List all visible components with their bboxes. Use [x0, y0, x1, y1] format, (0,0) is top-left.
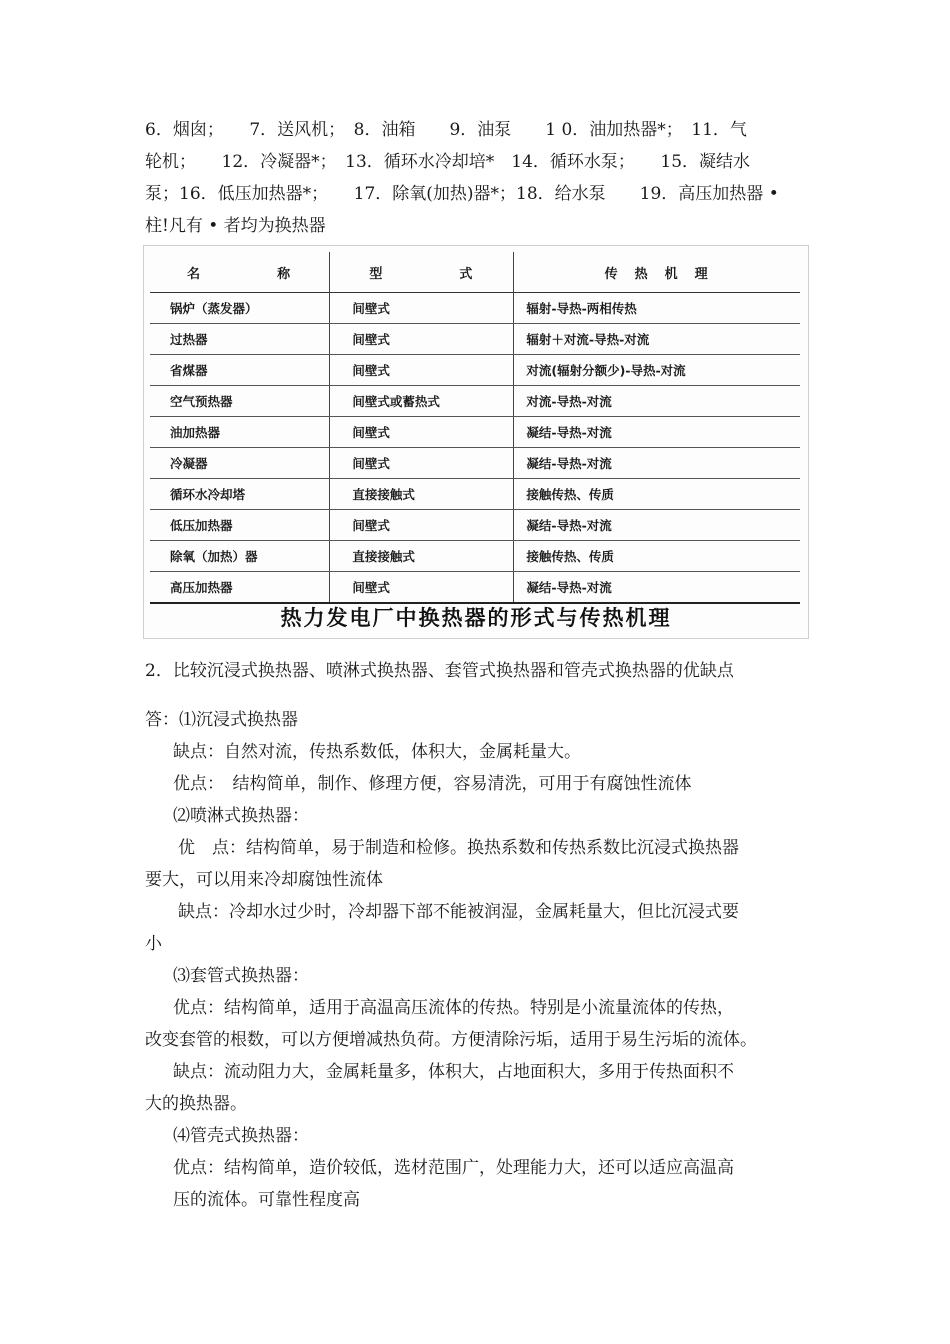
- cell-type: 间壁式: [330, 448, 514, 479]
- spray-pros-line2: 要大，可以用来冷却腐蚀性流体: [145, 870, 383, 890]
- cell-mechanism: 凝结-导热-对流: [514, 448, 800, 479]
- table-row: [150, 293, 800, 324]
- shell-tube-pros-line1: 优点：结构简单，造价较低，选材范围广，处理能力大，还可以适应高温高: [173, 1158, 734, 1178]
- cell-name: 高压加热器: [150, 572, 330, 604]
- text-line: 泵；16．低压加热器*； 17．除氧(加热)器*；18．给水泵 19．高压加热器 •: [145, 184, 779, 204]
- cell-type: 间壁式: [330, 355, 514, 386]
- header-mechanism: 传 热 机 理: [514, 252, 800, 293]
- cell-type: 间壁式或蓄热式: [330, 386, 514, 417]
- cell-name: 省煤器: [150, 355, 330, 386]
- figure-caption: 热力发电厂中换热器的形式与传热机理: [280, 606, 672, 630]
- table-row: [150, 386, 800, 417]
- cell-name: 锅炉（蒸发器）: [150, 293, 330, 324]
- double-pipe-title: ⑶套管式换热器：: [173, 966, 309, 986]
- table-header-row: [150, 252, 800, 293]
- cell-mechanism: 辐射-导热-两相传热: [514, 293, 800, 324]
- table-row: [150, 572, 800, 604]
- cell-mechanism: 对流-导热-对流: [514, 386, 800, 417]
- cell-mechanism: 接触传热、传质: [514, 541, 800, 572]
- shell-tube-title: ⑷管壳式换热器：: [173, 1126, 309, 1146]
- cell-type: 直接接触式: [330, 541, 514, 572]
- cell-name: 空气预热器: [150, 386, 330, 417]
- cell-type: 间壁式: [330, 324, 514, 355]
- spray-cons-line2: 小: [145, 934, 162, 954]
- double-pipe-pros-line1: 优点：结构简单，适用于高温高压流体的传热。特别是小流量流体的传热，: [173, 998, 734, 1018]
- cell-name: 冷凝器: [150, 448, 330, 479]
- cell-mechanism: 凝结-导热-对流: [514, 417, 800, 448]
- double-pipe-pros-line2: 改变套管的根数，可以方便增减热负荷。方便清除污垢，适用于易生污垢的流体。: [145, 1030, 757, 1050]
- double-pipe-cons-line2: 大的换热器。: [145, 1094, 247, 1114]
- immersion-pros: 优点： 结构简单，制作、修理方便，容易清洗，可用于有腐蚀性流体: [173, 774, 692, 794]
- spray-pros-line1: 优 点：结构简单，易于制造和检修。换热系数和传热系数比沉浸式换热器: [178, 838, 739, 858]
- table-row: [150, 448, 800, 479]
- answer-intro: 答：⑴沉浸式换热器: [145, 710, 298, 730]
- spray-title: ⑵喷淋式换热器：: [173, 806, 309, 826]
- table-row: [150, 355, 800, 386]
- cell-name: 过热器: [150, 324, 330, 355]
- cell-name: 循环水冷却塔: [150, 479, 330, 510]
- table-row: [150, 479, 800, 510]
- question-heading: 2．比较沉浸式换热器、喷淋式换热器、套管式换热器和管壳式换热器的优缺点: [145, 661, 734, 681]
- cell-mechanism: 对流(辐射分额少)-导热-对流: [514, 355, 800, 386]
- cell-name: 油加热器: [150, 417, 330, 448]
- cell-mechanism: 凝结-导热-对流: [514, 510, 800, 541]
- header-type: 型 式: [330, 252, 514, 293]
- table-row: [150, 324, 800, 355]
- cell-type: 间壁式: [330, 417, 514, 448]
- cell-mechanism: 凝结-导热-对流: [514, 572, 800, 604]
- heat-exchanger-table-figure: [143, 245, 809, 639]
- heat-exchanger-table: [150, 252, 800, 604]
- text-line: 轮机； 12．冷凝器*； 13．循环水冷却培* 14．循环水泵； 15．凝结水: [145, 152, 751, 172]
- spray-cons-line1: 缺点：冷却水过少时，冷却器下部不能被润湿，金属耗量大，但比沉浸式要: [178, 902, 739, 922]
- double-pipe-cons-line1: 缺点：流动阻力大，金属耗量多，体积大，占地面积大，多用于传热面积不: [173, 1062, 734, 1082]
- cell-type: 间壁式: [330, 572, 514, 604]
- shell-tube-pros-line2: 压的流体。可靠性程度高: [173, 1190, 360, 1210]
- table-row: [150, 417, 800, 448]
- immersion-cons: 缺点：自然对流，传热系数低，体积大，金属耗量大。: [173, 742, 581, 762]
- cell-mechanism: 接触传热、传质: [514, 479, 800, 510]
- cell-type: 间壁式: [330, 510, 514, 541]
- text-line: 柱!凡有 • 者均为换热器: [145, 216, 326, 236]
- cell-name: 低压加热器: [150, 510, 330, 541]
- table-row: [150, 541, 800, 572]
- table-row: [150, 510, 800, 541]
- equipment-list-paragraph: [145, 114, 810, 242]
- cell-type: 间壁式: [330, 293, 514, 324]
- cell-name: 除氧（加热）器: [150, 541, 330, 572]
- text-line: 6．烟囱； 7．送风机； 8．油箱 9．油泵 1 0．油加热器*； 11．气: [145, 120, 747, 140]
- header-name: 名 称: [150, 252, 330, 293]
- cell-type: 直接接触式: [330, 479, 514, 510]
- cell-mechanism: 辐射＋对流-导热-对流: [514, 324, 800, 355]
